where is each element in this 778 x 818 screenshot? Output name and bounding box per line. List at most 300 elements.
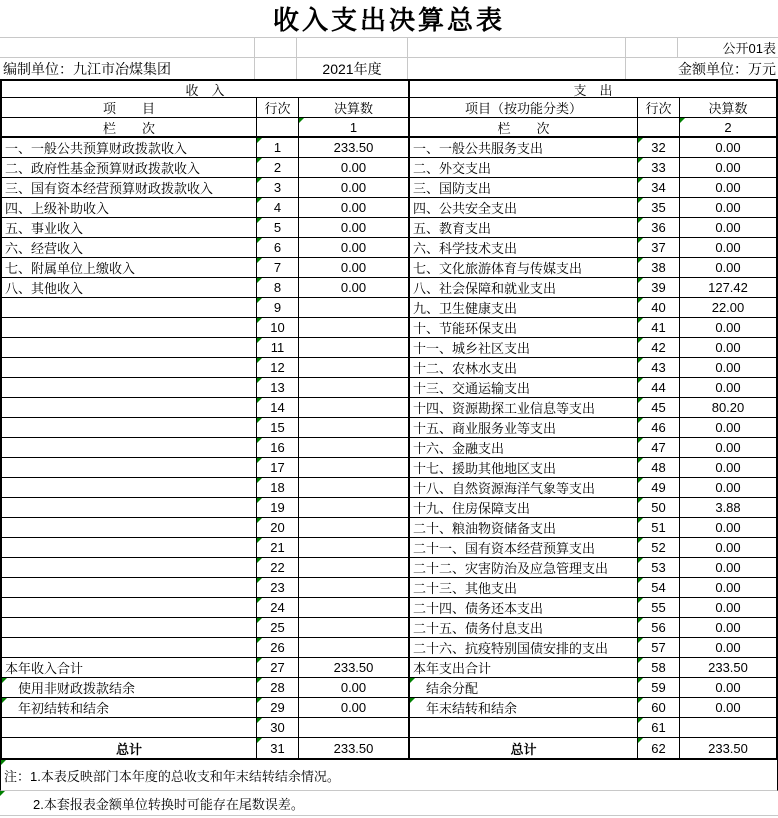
income-amount-cell[interactable]: 0.00 xyxy=(299,698,410,718)
table-row xyxy=(2,498,776,518)
table-row xyxy=(2,138,776,158)
meta-row-unit xyxy=(0,58,778,79)
error-triangle-icon xyxy=(257,398,262,403)
income-line-cell[interactable]: 22 xyxy=(257,558,299,578)
expense-amount-cell[interactable]: 80.20 xyxy=(680,398,776,418)
income-item-cell[interactable]: 五、事业收入 xyxy=(2,218,257,238)
expense-item-cell[interactable]: 四、公共安全支出 xyxy=(410,198,638,218)
expense-line-cell[interactable]: 52 xyxy=(638,538,680,558)
income-line-cell[interactable]: 24 xyxy=(257,598,299,618)
expense-item-cell[interactable]: 七、文化旅游体育与传媒支出 xyxy=(410,258,638,278)
income-line-cell[interactable]: 31 xyxy=(257,738,299,758)
income-line-cell[interactable]: 18 xyxy=(257,478,299,498)
expense-line-cell[interactable]: 33 xyxy=(638,158,680,178)
error-triangle-icon xyxy=(257,538,262,543)
income-amount-cell[interactable] xyxy=(299,298,410,318)
expense-line-cell[interactable]: 43 xyxy=(638,358,680,378)
error-triangle-icon xyxy=(257,158,262,163)
expense-amount-header[interactable]: 决算数 xyxy=(680,98,776,118)
expense-item-cell[interactable]: 二十五、债务付息支出 xyxy=(410,618,638,638)
empty-cell[interactable] xyxy=(408,38,626,58)
table-header-lanes xyxy=(2,118,776,138)
expense-line-cell[interactable]: 56 xyxy=(638,618,680,638)
table-row xyxy=(2,618,776,638)
expense-line-header[interactable]: 行次 xyxy=(638,98,680,118)
income-amount-cell[interactable]: 0.00 xyxy=(299,178,410,198)
table-row xyxy=(2,598,776,618)
income-item-cell[interactable]: 一、一般公共预算财政拨款收入 xyxy=(2,138,257,158)
income-amount-cell[interactable] xyxy=(299,378,410,398)
expense-amount-cell[interactable]: 22.00 xyxy=(680,298,776,318)
error-triangle-icon xyxy=(638,398,643,403)
income-line-cell[interactable]: 12 xyxy=(257,358,299,378)
expense-amount-cell[interactable]: 0.00 xyxy=(680,258,776,278)
error-triangle-icon xyxy=(410,698,415,703)
table-header-sections xyxy=(2,81,776,98)
error-triangle-icon xyxy=(257,258,262,263)
error-triangle-icon xyxy=(0,791,5,796)
expense-item-cell[interactable]: 六、科学技术支出 xyxy=(410,238,638,258)
expense-amount-cell[interactable]: 0.00 xyxy=(680,618,776,638)
income-item-cell[interactable]: 使用非财政拨款结余 xyxy=(2,678,257,698)
income-item-cell[interactable] xyxy=(2,558,257,578)
expense-item-cell[interactable]: 十九、住房保障支出 xyxy=(410,498,638,518)
error-triangle-icon xyxy=(257,498,262,503)
error-triangle-icon xyxy=(680,118,685,123)
error-triangle-icon xyxy=(638,418,643,423)
table-row xyxy=(2,718,776,738)
income-line-cell[interactable]: 21 xyxy=(257,538,299,558)
expense-line-cell[interactable]: 60 xyxy=(638,698,680,718)
error-triangle-icon xyxy=(638,258,643,263)
expense-amount-cell[interactable]: 0.00 xyxy=(680,458,776,478)
expense-amount-cell[interactable]: 0.00 xyxy=(680,198,776,218)
table-row xyxy=(2,738,776,758)
income-line-cell[interactable]: 28 xyxy=(257,678,299,698)
expense-line-cell[interactable]: 58 xyxy=(638,658,680,678)
table-row xyxy=(2,218,776,238)
income-item-cell[interactable]: 总计 xyxy=(2,738,257,758)
income-item-cell[interactable] xyxy=(2,518,257,538)
expense-section-header[interactable]: 支 出 xyxy=(410,81,776,98)
expense-line-cell[interactable]: 50 xyxy=(638,498,680,518)
income-item-cell[interactable]: 本年收入合计 xyxy=(2,658,257,678)
fiscal-year-cell[interactable]: 2021年度 xyxy=(297,58,408,79)
income-line-cell[interactable]: 5 xyxy=(257,218,299,238)
income-amount-cell[interactable] xyxy=(299,538,410,558)
table-row xyxy=(2,258,776,278)
income-amount-cell[interactable] xyxy=(299,578,410,598)
empty-cell[interactable] xyxy=(257,118,299,138)
error-triangle-icon xyxy=(257,218,262,223)
income-line-cell[interactable]: 6 xyxy=(257,238,299,258)
expense-line-cell[interactable]: 47 xyxy=(638,438,680,458)
error-triangle-icon xyxy=(257,298,262,303)
income-item-cell[interactable] xyxy=(2,478,257,498)
income-amount-cell[interactable] xyxy=(299,438,410,458)
error-triangle-icon xyxy=(638,498,643,503)
error-triangle-icon xyxy=(638,338,643,343)
expense-item-cell[interactable]: 十六、金融支出 xyxy=(410,438,638,458)
income-line-cell[interactable]: 19 xyxy=(257,498,299,518)
empty-cell[interactable] xyxy=(297,38,408,58)
income-amount-cell[interactable] xyxy=(299,618,410,638)
lane-number-left[interactable]: 1 xyxy=(299,118,410,138)
note-2-text: 2.本套报表金额单位转换时可能存在尾数误差。 xyxy=(33,796,304,812)
income-item-cell[interactable]: 二、政府性基金预算财政拨款收入 xyxy=(2,158,257,178)
income-section-header[interactable]: 收 入 xyxy=(2,81,410,98)
income-line-header[interactable]: 行次 xyxy=(257,98,299,118)
meta-row-form xyxy=(0,37,778,58)
income-item-cell[interactable] xyxy=(2,298,257,318)
error-triangle-icon xyxy=(638,678,643,683)
error-triangle-icon xyxy=(638,458,643,463)
income-amount-cell[interactable] xyxy=(299,338,410,358)
table-row xyxy=(2,538,776,558)
income-amount-cell[interactable] xyxy=(299,458,410,478)
income-item-cell[interactable] xyxy=(2,318,257,338)
table-row xyxy=(2,278,776,298)
expense-item-cell[interactable]: 十、节能环保支出 xyxy=(410,318,638,338)
income-item-cell[interactable] xyxy=(2,338,257,358)
income-line-cell[interactable]: 17 xyxy=(257,458,299,478)
error-triangle-icon xyxy=(638,218,643,223)
error-triangle-icon xyxy=(257,198,262,203)
table-row xyxy=(2,658,776,678)
income-item-cell[interactable] xyxy=(2,458,257,478)
expense-line-cell[interactable]: 36 xyxy=(638,218,680,238)
error-triangle-icon xyxy=(257,278,262,283)
expense-line-cell[interactable]: 37 xyxy=(638,238,680,258)
error-triangle-icon xyxy=(638,558,643,563)
income-line-cell[interactable]: 8 xyxy=(257,278,299,298)
income-amount-cell[interactable]: 233.50 xyxy=(299,738,410,758)
income-amount-header[interactable]: 决算数 xyxy=(299,98,410,118)
income-item-cell[interactable]: 年初结转和结余 xyxy=(2,698,257,718)
error-triangle-icon xyxy=(257,558,262,563)
income-item-cell[interactable] xyxy=(2,538,257,558)
table-row xyxy=(2,398,776,418)
income-item-cell[interactable]: 七、附属单位上缴收入 xyxy=(2,258,257,278)
table-row xyxy=(2,358,776,378)
income-line-cell[interactable]: 30 xyxy=(257,718,299,738)
income-amount-cell[interactable] xyxy=(299,518,410,538)
expense-line-cell[interactable]: 55 xyxy=(638,598,680,618)
error-triangle-icon xyxy=(257,578,262,583)
error-triangle-icon xyxy=(257,418,262,423)
expense-line-cell[interactable]: 40 xyxy=(638,298,680,318)
error-triangle-icon xyxy=(638,738,643,743)
income-item-cell[interactable] xyxy=(2,638,257,658)
error-triangle-icon xyxy=(257,458,262,463)
expense-amount-cell[interactable]: 0.00 xyxy=(680,598,776,618)
expense-item-cell[interactable]: 总计 xyxy=(410,738,638,758)
expense-amount-cell[interactable] xyxy=(680,718,776,738)
empty-cell[interactable] xyxy=(626,38,678,58)
expense-item-cell[interactable]: 二十六、抗疫特别国债安排的支出 xyxy=(410,638,638,658)
expense-item-cell[interactable]: 二十四、债务还本支出 xyxy=(410,598,638,618)
income-line-cell[interactable]: 4 xyxy=(257,198,299,218)
income-line-cell[interactable]: 1 xyxy=(257,138,299,158)
expense-line-cell[interactable]: 48 xyxy=(638,458,680,478)
expense-amount-cell[interactable]: 0.00 xyxy=(680,558,776,578)
note-1[interactable] xyxy=(0,760,778,791)
income-item-cell[interactable]: 八、其他收入 xyxy=(2,278,257,298)
form-number-cell[interactable]: 公开01表 xyxy=(678,38,778,58)
expense-amount-cell[interactable]: 3.88 xyxy=(680,498,776,518)
expense-line-cell[interactable]: 41 xyxy=(638,318,680,338)
empty-cell[interactable] xyxy=(0,38,255,58)
expense-line-cell[interactable]: 39 xyxy=(638,278,680,298)
expense-line-cell[interactable]: 61 xyxy=(638,718,680,738)
expense-item-cell[interactable]: 年末结转和结余 xyxy=(410,698,638,718)
expense-item-cell[interactable]: 十一、城乡社区支出 xyxy=(410,338,638,358)
income-line-cell[interactable]: 11 xyxy=(257,338,299,358)
income-item-cell[interactable] xyxy=(2,498,257,518)
income-item-cell[interactable] xyxy=(2,358,257,378)
expense-line-cell[interactable]: 35 xyxy=(638,198,680,218)
table-row xyxy=(2,318,776,338)
income-line-cell[interactable]: 27 xyxy=(257,658,299,678)
expense-amount-cell[interactable]: 0.00 xyxy=(680,538,776,558)
expense-item-cell[interactable]: 本年支出合计 xyxy=(410,658,638,678)
income-amount-cell[interactable]: 0.00 xyxy=(299,218,410,238)
error-triangle-icon xyxy=(638,658,643,663)
expense-item-cell[interactable]: 十八、自然资源海洋气象等支出 xyxy=(410,478,638,498)
expense-item-cell[interactable]: 十四、资源勘探工业信息等支出 xyxy=(410,398,638,418)
expense-line-cell[interactable]: 46 xyxy=(638,418,680,438)
expense-amount-cell[interactable]: 0.00 xyxy=(680,138,776,158)
expense-item-cell[interactable]: 五、教育支出 xyxy=(410,218,638,238)
expense-item-cell[interactable]: 十五、商业服务业等支出 xyxy=(410,418,638,438)
income-amount-cell[interactable]: 0.00 xyxy=(299,158,410,178)
income-item-cell[interactable] xyxy=(2,598,257,618)
table-row xyxy=(2,638,776,658)
expense-line-cell[interactable]: 45 xyxy=(638,398,680,418)
income-amount-cell[interactable] xyxy=(299,478,410,498)
expense-amount-cell[interactable]: 0.00 xyxy=(680,238,776,258)
income-item-cell[interactable] xyxy=(2,438,257,458)
error-triangle-icon xyxy=(257,178,262,183)
accounts-table xyxy=(0,79,778,760)
income-amount-cell[interactable] xyxy=(299,558,410,578)
income-amount-cell[interactable]: 233.50 xyxy=(299,138,410,158)
note-2[interactable] xyxy=(0,791,778,816)
error-triangle-icon xyxy=(638,158,643,163)
expense-amount-cell[interactable]: 0.00 xyxy=(680,358,776,378)
error-triangle-icon xyxy=(638,698,643,703)
expense-line-cell[interactable]: 57 xyxy=(638,638,680,658)
income-item-header[interactable]: 项 目 xyxy=(2,98,257,118)
error-triangle-icon xyxy=(2,698,7,703)
income-line-cell[interactable]: 10 xyxy=(257,318,299,338)
page-title: 收入支出决算总表 xyxy=(272,5,505,35)
income-item-cell[interactable]: 六、经营收入 xyxy=(2,238,257,258)
expense-line-cell[interactable]: 34 xyxy=(638,178,680,198)
income-line-cell[interactable]: 3 xyxy=(257,178,299,198)
expense-item-cell[interactable]: 十二、农林水支出 xyxy=(410,358,638,378)
income-amount-cell[interactable] xyxy=(299,418,410,438)
error-triangle-icon xyxy=(1,760,6,765)
income-amount-cell[interactable]: 0.00 xyxy=(299,198,410,218)
expense-item-cell[interactable]: 十三、交通运输支出 xyxy=(410,378,638,398)
expense-amount-cell[interactable]: 127.42 xyxy=(680,278,776,298)
income-line-cell[interactable]: 25 xyxy=(257,618,299,638)
expense-line-cell[interactable]: 62 xyxy=(638,738,680,758)
income-line-cell[interactable]: 26 xyxy=(257,638,299,658)
expense-amount-cell[interactable]: 0.00 xyxy=(680,378,776,398)
lane-label-left[interactable]: 栏 次 xyxy=(2,118,257,138)
income-line-cell[interactable]: 14 xyxy=(257,398,299,418)
income-amount-cell[interactable] xyxy=(299,398,410,418)
expense-line-cell[interactable]: 51 xyxy=(638,518,680,538)
expense-amount-cell[interactable]: 0.00 xyxy=(680,218,776,238)
empty-cell[interactable] xyxy=(408,58,626,79)
table-row xyxy=(2,338,776,358)
income-item-cell[interactable] xyxy=(2,418,257,438)
expense-item-cell[interactable]: 一、一般公共服务支出 xyxy=(410,138,638,158)
income-amount-cell[interactable]: 233.50 xyxy=(299,658,410,678)
expense-line-cell[interactable]: 54 xyxy=(638,578,680,598)
error-triangle-icon xyxy=(257,518,262,523)
expense-amount-cell[interactable]: 0.00 xyxy=(680,338,776,358)
income-line-cell[interactable]: 2 xyxy=(257,158,299,178)
lane-label-right[interactable]: 栏 次 xyxy=(410,118,638,138)
income-amount-cell[interactable] xyxy=(299,498,410,518)
error-triangle-icon xyxy=(638,318,643,323)
error-triangle-icon xyxy=(257,598,262,603)
income-item-cell[interactable] xyxy=(2,618,257,638)
expense-amount-cell[interactable]: 0.00 xyxy=(680,438,776,458)
error-triangle-icon xyxy=(638,178,643,183)
table-row xyxy=(2,478,776,498)
expense-item-cell[interactable]: 二十一、国有资本经营预算支出 xyxy=(410,538,638,558)
expense-line-cell[interactable]: 59 xyxy=(638,678,680,698)
expense-amount-cell[interactable]: 0.00 xyxy=(680,518,776,538)
income-item-cell[interactable] xyxy=(2,378,257,398)
lane-number-right[interactable]: 2 xyxy=(680,118,776,138)
expense-item-cell[interactable]: 二、外交支出 xyxy=(410,158,638,178)
expense-amount-cell[interactable]: 0.00 xyxy=(680,178,776,198)
expense-item-header[interactable]: 项目（按功能分类） xyxy=(410,98,638,118)
expense-amount-cell[interactable]: 0.00 xyxy=(680,698,776,718)
error-triangle-icon xyxy=(638,278,643,283)
table-row xyxy=(2,698,776,718)
expense-item-cell[interactable]: 八、社会保障和就业支出 xyxy=(410,278,638,298)
amount-unit-cell[interactable]: 金额单位：万元 xyxy=(678,60,776,77)
error-triangle-icon xyxy=(410,678,415,683)
income-item-cell[interactable]: 四、上级补助收入 xyxy=(2,198,257,218)
error-triangle-icon xyxy=(257,238,262,243)
income-amount-cell[interactable] xyxy=(299,638,410,658)
error-triangle-icon xyxy=(2,678,7,683)
expense-line-cell[interactable]: 49 xyxy=(638,478,680,498)
expense-line-cell[interactable]: 32 xyxy=(638,138,680,158)
error-triangle-icon xyxy=(257,718,262,723)
empty-cell[interactable] xyxy=(255,38,297,58)
expense-amount-cell[interactable]: 0.00 xyxy=(680,158,776,178)
income-amount-cell[interactable] xyxy=(299,358,410,378)
table-row xyxy=(2,238,776,258)
expense-item-cell[interactable]: 三、国防支出 xyxy=(410,178,638,198)
table-row xyxy=(2,518,776,538)
income-line-cell[interactable]: 9 xyxy=(257,298,299,318)
prepared-by-cell[interactable]: 编制单位：九江市冶煤集团 xyxy=(0,58,255,79)
error-triangle-icon xyxy=(257,338,262,343)
empty-cell[interactable] xyxy=(638,118,680,138)
error-triangle-icon xyxy=(257,618,262,623)
expense-amount-cell[interactable]: 0.00 xyxy=(680,318,776,338)
expense-amount-cell[interactable]: 0.00 xyxy=(680,638,776,658)
income-line-cell[interactable]: 13 xyxy=(257,378,299,398)
expense-item-cell[interactable]: 二十、粮油物资储备支出 xyxy=(410,518,638,538)
income-line-cell[interactable]: 29 xyxy=(257,698,299,718)
empty-cell[interactable] xyxy=(255,58,297,79)
error-triangle-icon xyxy=(299,118,304,123)
table-row xyxy=(2,198,776,218)
income-line-cell[interactable]: 23 xyxy=(257,578,299,598)
income-line-cell[interactable]: 7 xyxy=(257,258,299,278)
error-triangle-icon xyxy=(257,438,262,443)
expense-line-cell[interactable]: 53 xyxy=(638,558,680,578)
income-line-cell[interactable]: 15 xyxy=(257,418,299,438)
expense-item-cell[interactable] xyxy=(410,718,638,738)
error-triangle-icon xyxy=(638,518,643,523)
income-amount-cell[interactable]: 0.00 xyxy=(299,278,410,298)
error-triangle-icon xyxy=(638,638,643,643)
income-item-cell[interactable] xyxy=(2,398,257,418)
expense-line-cell[interactable]: 44 xyxy=(638,378,680,398)
table-row xyxy=(2,298,776,318)
error-triangle-icon xyxy=(257,478,262,483)
error-triangle-icon xyxy=(638,438,643,443)
error-triangle-icon xyxy=(638,138,643,143)
expense-amount-cell[interactable]: 0.00 xyxy=(680,478,776,498)
error-triangle-icon xyxy=(638,358,643,363)
income-amount-cell[interactable] xyxy=(299,318,410,338)
income-line-cell[interactable]: 20 xyxy=(257,518,299,538)
table-row xyxy=(2,178,776,198)
expense-item-cell[interactable]: 九、卫生健康支出 xyxy=(410,298,638,318)
income-amount-cell[interactable] xyxy=(299,718,410,738)
expense-amount-cell[interactable]: 0.00 xyxy=(680,678,776,698)
error-triangle-icon xyxy=(638,378,643,383)
income-line-cell[interactable]: 16 xyxy=(257,438,299,458)
income-amount-cell[interactable]: 0.00 xyxy=(299,678,410,698)
expense-line-cell[interactable]: 38 xyxy=(638,258,680,278)
income-item-cell[interactable] xyxy=(2,718,257,738)
table-row xyxy=(2,458,776,478)
expense-amount-cell[interactable]: 0.00 xyxy=(680,578,776,598)
income-item-cell[interactable]: 三、国有资本经营预算财政拨款收入 xyxy=(2,178,257,198)
table-row xyxy=(2,578,776,598)
expense-item-cell[interactable]: 结余分配 xyxy=(410,678,638,698)
expense-item-cell[interactable]: 二十二、灾害防治及应急管理支出 xyxy=(410,558,638,578)
expense-item-cell[interactable]: 二十三、其他支出 xyxy=(410,578,638,598)
expense-amount-cell[interactable]: 233.50 xyxy=(708,740,748,756)
income-amount-cell[interactable]: 0.00 xyxy=(299,258,410,278)
expense-amount-cell[interactable]: 233.50 xyxy=(680,658,776,678)
table-row xyxy=(2,378,776,398)
error-triangle-icon xyxy=(257,678,262,683)
expense-amount-cell[interactable]: 0.00 xyxy=(680,418,776,438)
error-triangle-icon xyxy=(257,358,262,363)
income-amount-cell[interactable]: 0.00 xyxy=(299,238,410,258)
income-amount-cell[interactable] xyxy=(299,598,410,618)
expense-line-cell[interactable]: 42 xyxy=(638,338,680,358)
income-item-cell[interactable] xyxy=(2,578,257,598)
expense-item-cell[interactable]: 十七、援助其他地区支出 xyxy=(410,458,638,478)
